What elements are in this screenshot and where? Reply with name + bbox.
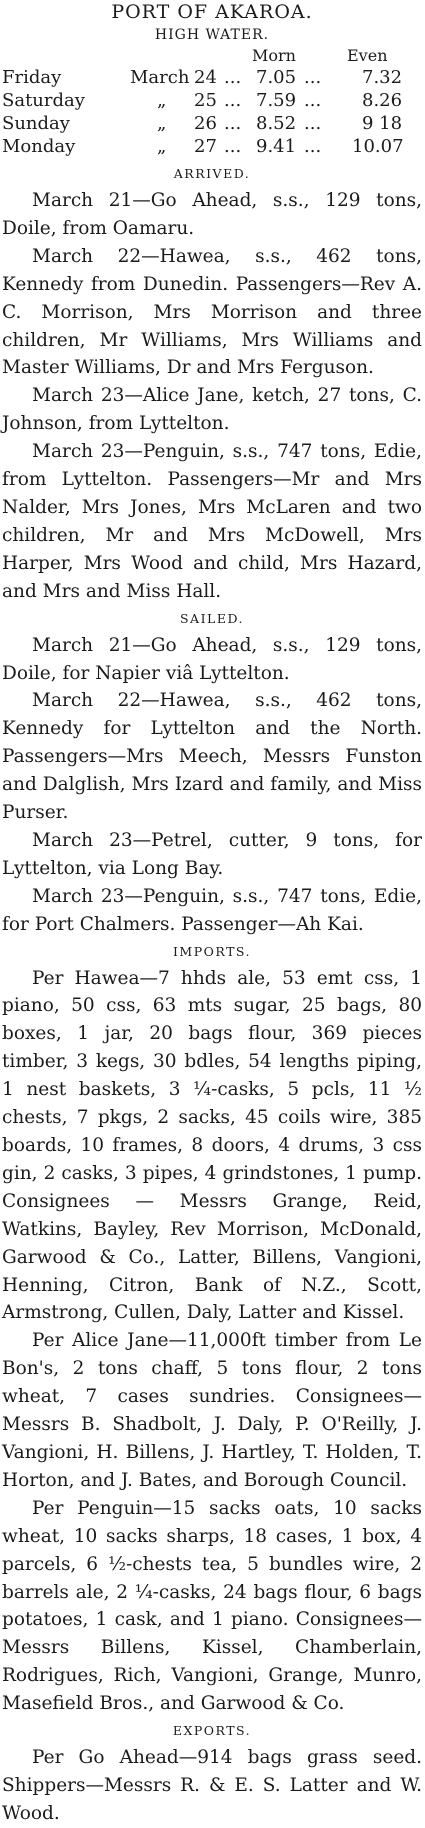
cargo-entry: Per Penguin—15 sacks oats, 10 sacks wheat, 10 sacks sharps, 18 cases, 1 box, 4 parcels, 6 ½-chests tea, 5 bundles wire, 2 barrels ale, 2 ¼-casks, 24 bags flour, 6 bags potatoes, 1 cask, and 1 piano. Consignees—Messrs Billens, Kissel, Chamberlain, Rodrigues, Rich, Vangioni, Grange, Munro, Masefield Bros., and Garwood & Co.	[2, 1497, 422, 1715]
tide-row	[2, 135, 422, 159]
tide-leader: ...	[304, 113, 322, 134]
tide-day: Friday	[2, 67, 62, 88]
tide-day: Saturday	[2, 90, 85, 111]
tide-leader: ...	[304, 136, 322, 157]
tide-day: Monday	[2, 136, 76, 157]
tide-row	[2, 89, 422, 113]
tide-morn: 9.41	[256, 136, 297, 157]
tide-col-morn: Morn	[252, 46, 296, 65]
tide-morn: 7.59	[256, 90, 297, 111]
tide-morn: 7.05	[256, 67, 297, 88]
tide-table-heading: HIGH WATER.	[154, 27, 270, 43]
section-heading-exports: EXPORTS.	[172, 1723, 252, 1739]
section-heading-arrived: ARRIVED.	[173, 166, 251, 181]
tide-day: Sunday	[2, 113, 70, 134]
shipping-entry: March 23—Petrel, cutter, 9 tons, for Lyttelton, via Long Bay.	[2, 829, 422, 879]
cargo-entry: Per Alice Jane—11,000ft timber from Le Bon's, 2 tons chaff, 5 tons flour, 2 tons wheat, 7 cases sundries. Consignees—Messrs B. Shadbolt, J. Daly, P. O'Reilly, J. Vangioni, H. Billens, J. Hartley, T. Holden, T. Horton, and J. Bates, and Borough Council.	[2, 1330, 422, 1491]
tide-date: 27	[194, 136, 217, 157]
shipping-entry: March 22—Hawea, s.s., 462 tons, Kennedy for Lyttelton and the North. Passengers—Mrs Meech, Messrs Funston and Dalglish, Mrs Izard and family, and Miss Purser.	[2, 690, 422, 824]
shipping-entry: March 23—Penguin, s.s., 747 tons, Edie, from Lyttelton. Passengers—Mr and Mrs Nalder, Mrs Jones, Mrs McLaren and two children, Mr and Mrs McDowell, Mrs Harper, Mrs Wood and child, Mrs Hazard, and Mrs and Miss Hall.	[2, 441, 422, 602]
tide-leader: ...	[224, 113, 242, 134]
tide-even: 8.26	[362, 90, 403, 111]
section-heading-sailed: SAILED.	[179, 610, 244, 626]
cargo-entry: Per Hawea—7 hhds ale, 53 emt css, 1 piano, 50 css, 63 mts sugar, 25 bags, 80 boxes, 1 jar, 20 bags flour, 369 pieces timber, 3 kegs, 30 bdles, 54 lengths piping, 1 nest baskets, 3 ¼-casks, 5 pcls, 11 ½ chests, 7 pkgs, 2 sacks, 45 coils wire, 385 boards, 10 frames, 8 doors, 4 drums, 3 css gin, 2 casks, 3 pipes, 4 grindstones, 1 pump. Consignees — Messrs Grange, Reid, Watkins, Bayley, Rev Morrison, McDonald, Garwood & Co., Latter, Billens, Vangioni, Henning, Citron, Bank of N.Z., Scott, Armstrong, Cullen, Daly, Latter and Kissel.	[2, 967, 422, 1324]
tide-even: 10.07	[352, 136, 404, 157]
tide-row	[2, 66, 422, 90]
tide-morn: 8.52	[256, 113, 297, 134]
tide-leader: ...	[304, 90, 322, 111]
tide-date: 26	[194, 113, 217, 134]
tide-leader: ...	[304, 67, 322, 88]
tide-month: „	[157, 90, 167, 111]
tide-month: March	[130, 67, 190, 88]
tide-month: „	[157, 136, 167, 157]
tide-row	[2, 112, 422, 136]
tide-date: 24	[194, 67, 217, 88]
shipping-entry: March 21—Go Ahead, s.s., 129 tons, Doile, for Napier viâ Lyttelton.	[2, 634, 422, 684]
tide-even: 9 18	[362, 113, 403, 134]
tide-date: 25	[194, 90, 217, 111]
tide-leader: ...	[224, 136, 242, 157]
shipping-entry: March 23—Alice Jane, ketch, 27 tons, C. Johnson, from Lyttelton.	[2, 385, 422, 435]
tide-col-even: Even	[347, 46, 388, 65]
masthead: PORT OF AKAROA.	[111, 1, 313, 23]
section-heading-imports: IMPORTS.	[172, 943, 251, 959]
shipping-entry: March 23—Penguin, s.s., 747 tons, Edie, for Port Chalmers. Passenger—Ah Kai.	[2, 885, 422, 935]
tide-leader: ...	[224, 67, 242, 88]
shipping-entry: March 21—Go Ahead, s.s., 129 tons, Doile, from Oamaru.	[2, 190, 422, 239]
tide-leader: ...	[224, 90, 242, 111]
cargo-entry: Per Go Ahead—914 bags grass seed. Shippers—Messrs R. & E. S. Latter and W. Wood.	[2, 1747, 422, 1824]
shipping-entry: March 22—Hawea, s.s., 462 tons, Kennedy from Dunedin. Passengers—Rev A. C. Morrison, Mrs Morrison and three children, Mr Williams, Mrs Williams and Master Williams, Dr and Mrs Ferguson.	[2, 245, 422, 379]
tide-even: 7.32	[362, 67, 403, 88]
tide-table	[2, 46, 422, 161]
tide-month: „	[157, 113, 167, 134]
